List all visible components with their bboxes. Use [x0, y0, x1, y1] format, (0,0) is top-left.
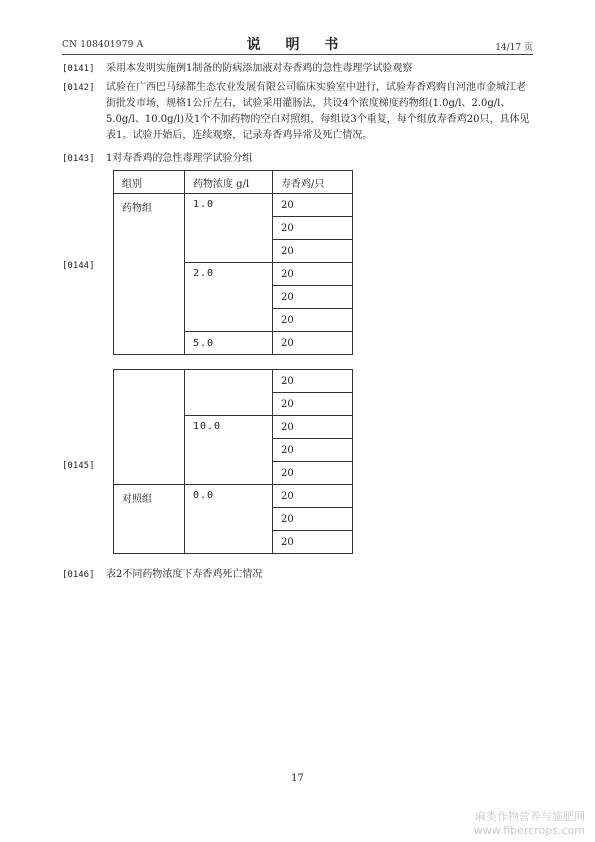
- cell-concentration: 1.0: [185, 194, 273, 263]
- paragraph-0142: [62, 80, 532, 144]
- cell-group: 对照组: [114, 485, 185, 554]
- paragraph-0143: [62, 151, 532, 167]
- patent-number: CN 108401979 A: [62, 40, 144, 50]
- cell-count: 20: [273, 263, 353, 286]
- paragraph-number: [0141]: [62, 64, 95, 74]
- cell-concentration-empty: [185, 370, 273, 416]
- cell-concentration: 0.0: [185, 485, 273, 554]
- watermark-title: 麻类作物营养与施肥网: [475, 810, 585, 823]
- paragraph-text: 试验在广西巴马绿都生态农业发展有限公司临床实验室中进行，试验寿香鸡购自河池市金城江老街批发市场，规格1公斤左右，试验采用灌肠法，共设4个浓度梯度药物组(1.0g/l、2.0g/l、5.0g/l、10.0g/l)及1个不加药物的空白对照组，每组设3个重复，每个组放寿香鸡20只，具体见表1。试验开始后，连续观察，记录寿香鸡异常及死亡情况。: [106, 82, 530, 141]
- cell-count: 20: [273, 194, 353, 217]
- cell-count: 20: [273, 439, 353, 462]
- header-divider: [62, 54, 533, 55]
- paragraph-0141: [62, 61, 532, 77]
- page-indicator: 14/17 页: [495, 43, 533, 53]
- header-concentration: 药物浓度 g/l: [185, 171, 273, 194]
- cell-group: 药物组: [114, 194, 185, 355]
- paragraph-number: [0142]: [62, 83, 95, 93]
- paragraph-number-0144: [0144]: [62, 261, 95, 271]
- table-grouping-part2: [113, 369, 353, 554]
- paragraph-number: [0143]: [62, 154, 95, 164]
- cell-count: 20: [273, 240, 353, 263]
- paragraph-text: 表2不同药物浓度下寿香鸡死亡情况: [106, 569, 263, 580]
- cell-count: 20: [273, 393, 353, 416]
- cell-concentration: 2.0: [185, 263, 273, 332]
- cell-count: 20: [273, 286, 353, 309]
- paragraph-number: [0146]: [62, 570, 95, 580]
- cell-group-empty: [114, 370, 185, 485]
- page-number: 17: [291, 773, 304, 784]
- cell-count: 20: [273, 416, 353, 439]
- table-grouping-part1: [113, 170, 353, 355]
- paragraph-0146: [62, 567, 532, 583]
- cell-count: 20: [273, 531, 353, 554]
- cell-count: 20: [273, 309, 353, 332]
- header-group: 组别: [114, 171, 185, 194]
- cell-count: 20: [273, 217, 353, 240]
- table-row: [114, 370, 353, 393]
- header-count: 寿香鸡/只: [273, 171, 353, 194]
- cell-concentration: 5.0: [185, 332, 273, 355]
- cell-count: 20: [273, 370, 353, 393]
- paragraph-text: 采用本发明实施例1制备的防病添加液对寿香鸡的急性毒理学试验观察: [106, 63, 413, 74]
- cell-concentration: 10.0: [185, 416, 273, 485]
- table-row: [114, 194, 353, 217]
- watermark-url: www.fibercrops.com: [473, 824, 585, 837]
- cell-count: 20: [273, 508, 353, 531]
- paragraph-text: 1对寿香鸡的急性毒理学试验分组: [106, 153, 253, 164]
- cell-count: 20: [273, 462, 353, 485]
- page-title: 说 明 书: [246, 37, 349, 53]
- table-header-row: [114, 171, 353, 194]
- paragraph-number-0145: [0145]: [62, 461, 95, 471]
- cell-count: 20: [273, 332, 353, 355]
- cell-count: 20: [273, 485, 353, 508]
- watermark: [474, 810, 585, 838]
- table-row: [114, 485, 353, 508]
